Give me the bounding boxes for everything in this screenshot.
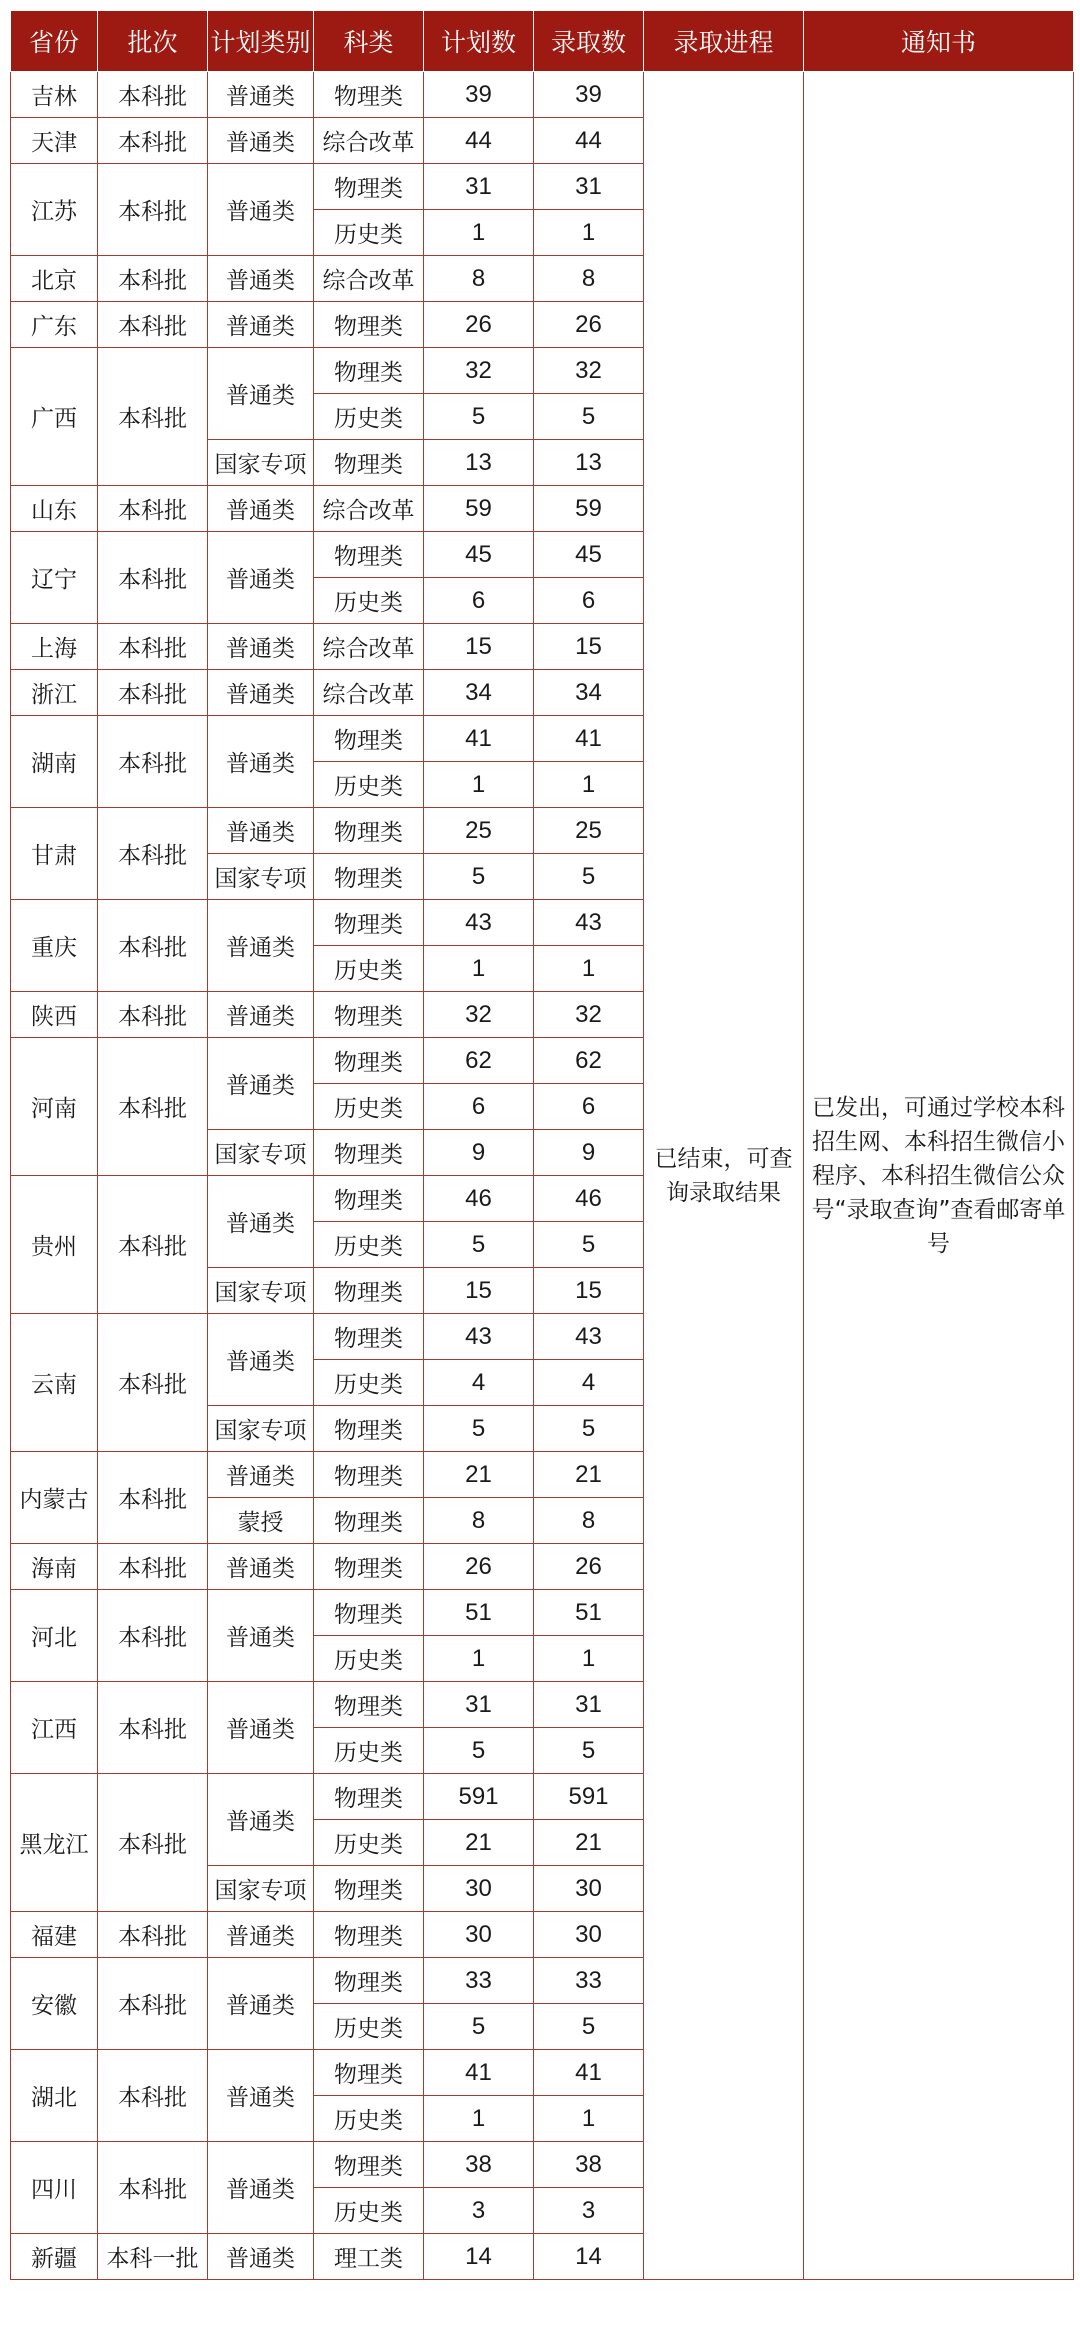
- progress-note: 已结束，可查询录取结果: [644, 72, 804, 2280]
- plan-type-cell: 普通类: [208, 1176, 314, 1268]
- admitted-count-cell: 31: [534, 164, 644, 210]
- admitted-count-cell: 13: [534, 440, 644, 486]
- header-subject: 科类: [314, 11, 424, 72]
- admitted-count-cell: 5: [534, 1222, 644, 1268]
- batch-cell: 本科批: [98, 486, 208, 532]
- plan-count-cell: 31: [424, 164, 534, 210]
- batch-cell: 本科批: [98, 808, 208, 900]
- subject-cell: 物理类: [314, 1866, 424, 1912]
- plan-count-cell: 33: [424, 1958, 534, 2004]
- subject-cell: 物理类: [314, 1268, 424, 1314]
- admitted-count-cell: 3: [534, 2188, 644, 2234]
- subject-cell: 物理类: [314, 440, 424, 486]
- plan-count-cell: 43: [424, 900, 534, 946]
- admitted-count-cell: 14: [534, 2234, 644, 2280]
- admitted-count-cell: 5: [534, 854, 644, 900]
- batch-cell: 本科批: [98, 2050, 208, 2142]
- plan-type-cell: 普通类: [208, 808, 314, 854]
- plan-count-cell: 8: [424, 1498, 534, 1544]
- plan-type-cell: 普通类: [208, 2234, 314, 2280]
- plan-count-cell: 32: [424, 992, 534, 1038]
- plan-count-cell: 21: [424, 1820, 534, 1866]
- subject-cell: 物理类: [314, 992, 424, 1038]
- subject-cell: 物理类: [314, 2142, 424, 2188]
- plan-count-cell: 21: [424, 1452, 534, 1498]
- plan-type-cell: 普通类: [208, 256, 314, 302]
- batch-cell: 本科批: [98, 1314, 208, 1452]
- plan-count-cell: 39: [424, 72, 534, 118]
- plan-count-cell: 1: [424, 762, 534, 808]
- plan-type-cell: 普通类: [208, 348, 314, 440]
- subject-cell: 物理类: [314, 900, 424, 946]
- plan-count-cell: 5: [424, 394, 534, 440]
- plan-count-cell: 41: [424, 2050, 534, 2096]
- province-cell: 安徽: [11, 1958, 98, 2050]
- admitted-count-cell: 43: [534, 900, 644, 946]
- plan-type-cell: 普通类: [208, 1912, 314, 1958]
- plan-count-cell: 6: [424, 1084, 534, 1130]
- batch-cell: 本科批: [98, 348, 208, 486]
- plan-type-cell: 国家专项: [208, 1866, 314, 1912]
- subject-cell: 综合改革: [314, 256, 424, 302]
- province-cell: 湖南: [11, 716, 98, 808]
- admitted-count-cell: 5: [534, 394, 644, 440]
- province-cell: 新疆: [11, 2234, 98, 2280]
- header-admitted-count: 录取数: [534, 11, 644, 72]
- plan-count-cell: 45: [424, 532, 534, 578]
- plan-type-cell: 普通类: [208, 624, 314, 670]
- plan-type-cell: 普通类: [208, 72, 314, 118]
- admitted-count-cell: 6: [534, 1084, 644, 1130]
- province-cell: 四川: [11, 2142, 98, 2234]
- admitted-count-cell: 4: [534, 1360, 644, 1406]
- plan-type-cell: 普通类: [208, 1682, 314, 1774]
- plan-count-cell: 30: [424, 1866, 534, 1912]
- province-cell: 天津: [11, 118, 98, 164]
- plan-type-cell: 国家专项: [208, 1406, 314, 1452]
- plan-type-cell: 普通类: [208, 992, 314, 1038]
- admitted-count-cell: 44: [534, 118, 644, 164]
- admitted-count-cell: 51: [534, 1590, 644, 1636]
- subject-cell: 历史类: [314, 210, 424, 256]
- plan-count-cell: 32: [424, 348, 534, 394]
- plan-count-cell: 34: [424, 670, 534, 716]
- province-cell: 陕西: [11, 992, 98, 1038]
- admitted-count-cell: 32: [534, 348, 644, 394]
- province-cell: 海南: [11, 1544, 98, 1590]
- province-cell: 江苏: [11, 164, 98, 256]
- header-notice: 通知书: [804, 11, 1074, 72]
- subject-cell: 理工类: [314, 2234, 424, 2280]
- province-cell: 河北: [11, 1590, 98, 1682]
- province-cell: 上海: [11, 624, 98, 670]
- plan-type-cell: 普通类: [208, 1452, 314, 1498]
- batch-cell: 本科批: [98, 2142, 208, 2234]
- plan-count-cell: 46: [424, 1176, 534, 1222]
- subject-cell: 物理类: [314, 532, 424, 578]
- plan-count-cell: 5: [424, 854, 534, 900]
- subject-cell: 物理类: [314, 1038, 424, 1084]
- province-cell: 河南: [11, 1038, 98, 1176]
- admitted-count-cell: 33: [534, 1958, 644, 2004]
- plan-type-cell: 普通类: [208, 716, 314, 808]
- plan-count-cell: 15: [424, 1268, 534, 1314]
- plan-count-cell: 14: [424, 2234, 534, 2280]
- province-cell: 江西: [11, 1682, 98, 1774]
- province-cell: 甘肃: [11, 808, 98, 900]
- admitted-count-cell: 46: [534, 1176, 644, 1222]
- admitted-count-cell: 30: [534, 1866, 644, 1912]
- plan-count-cell: 8: [424, 256, 534, 302]
- plan-count-cell: 51: [424, 1590, 534, 1636]
- batch-cell: 本科批: [98, 1176, 208, 1314]
- plan-type-cell: 普通类: [208, 1774, 314, 1866]
- admission-table-wrapper: [10, 10, 1073, 2280]
- subject-cell: 物理类: [314, 1406, 424, 1452]
- plan-count-cell: 26: [424, 302, 534, 348]
- province-cell: 广东: [11, 302, 98, 348]
- plan-type-cell: 普通类: [208, 2142, 314, 2234]
- province-cell: 浙江: [11, 670, 98, 716]
- plan-type-cell: 国家专项: [208, 854, 314, 900]
- province-cell: 广西: [11, 348, 98, 486]
- subject-cell: 物理类: [314, 348, 424, 394]
- plan-count-cell: 62: [424, 1038, 534, 1084]
- subject-cell: 物理类: [314, 1590, 424, 1636]
- admitted-count-cell: 21: [534, 1820, 644, 1866]
- plan-count-cell: 5: [424, 1728, 534, 1774]
- admitted-count-cell: 41: [534, 2050, 644, 2096]
- batch-cell: 本科一批: [98, 2234, 208, 2280]
- plan-type-cell: 普通类: [208, 1958, 314, 2050]
- subject-cell: 历史类: [314, 394, 424, 440]
- province-cell: 贵州: [11, 1176, 98, 1314]
- province-cell: 重庆: [11, 900, 98, 992]
- header-plan-count: 计划数: [424, 11, 534, 72]
- table-body: [11, 72, 1074, 2280]
- plan-type-cell: 普通类: [208, 532, 314, 624]
- plan-count-cell: 591: [424, 1774, 534, 1820]
- plan-count-cell: 1: [424, 2096, 534, 2142]
- admitted-count-cell: 21: [534, 1452, 644, 1498]
- province-cell: 湖北: [11, 2050, 98, 2142]
- plan-count-cell: 44: [424, 118, 534, 164]
- plan-count-cell: 3: [424, 2188, 534, 2234]
- subject-cell: 综合改革: [314, 624, 424, 670]
- plan-count-cell: 1: [424, 1636, 534, 1682]
- admitted-count-cell: 34: [534, 670, 644, 716]
- province-cell: 北京: [11, 256, 98, 302]
- plan-count-cell: 25: [424, 808, 534, 854]
- table-header-row: [11, 11, 1074, 72]
- admitted-count-cell: 5: [534, 2004, 644, 2050]
- admitted-count-cell: 59: [534, 486, 644, 532]
- plan-type-cell: 国家专项: [208, 1130, 314, 1176]
- subject-cell: 物理类: [314, 1682, 424, 1728]
- admitted-count-cell: 8: [534, 256, 644, 302]
- batch-cell: 本科批: [98, 532, 208, 624]
- plan-count-cell: 5: [424, 1222, 534, 1268]
- plan-count-cell: 1: [424, 946, 534, 992]
- province-cell: 黑龙江: [11, 1774, 98, 1912]
- admitted-count-cell: 43: [534, 1314, 644, 1360]
- header-province: 省份: [11, 11, 98, 72]
- admitted-count-cell: 1: [534, 2096, 644, 2142]
- admitted-count-cell: 41: [534, 716, 644, 762]
- batch-cell: 本科批: [98, 72, 208, 118]
- subject-cell: 历史类: [314, 2188, 424, 2234]
- batch-cell: 本科批: [98, 302, 208, 348]
- plan-count-cell: 59: [424, 486, 534, 532]
- admitted-count-cell: 39: [534, 72, 644, 118]
- plan-count-cell: 31: [424, 1682, 534, 1728]
- admitted-count-cell: 5: [534, 1728, 644, 1774]
- batch-cell: 本科批: [98, 992, 208, 1038]
- plan-type-cell: 普通类: [208, 1590, 314, 1682]
- plan-count-cell: 15: [424, 624, 534, 670]
- province-cell: 山东: [11, 486, 98, 532]
- batch-cell: 本科批: [98, 670, 208, 716]
- notice-note: 已发出，可通过学校本科招生网、本科招生微信小程序、本科招生微信公众号“录取查询”查看邮寄单号: [804, 72, 1074, 2280]
- admitted-count-cell: 45: [534, 532, 644, 578]
- plan-type-cell: 普通类: [208, 900, 314, 992]
- batch-cell: 本科批: [98, 1958, 208, 2050]
- batch-cell: 本科批: [98, 900, 208, 992]
- subject-cell: 物理类: [314, 854, 424, 900]
- admitted-count-cell: 8: [534, 1498, 644, 1544]
- plan-count-cell: 41: [424, 716, 534, 762]
- batch-cell: 本科批: [98, 1544, 208, 1590]
- subject-cell: 物理类: [314, 302, 424, 348]
- province-cell: 内蒙古: [11, 1452, 98, 1544]
- admitted-count-cell: 26: [534, 302, 644, 348]
- plan-type-cell: 普通类: [208, 1544, 314, 1590]
- admitted-count-cell: 25: [534, 808, 644, 854]
- admitted-count-cell: 9: [534, 1130, 644, 1176]
- plan-count-cell: 26: [424, 1544, 534, 1590]
- batch-cell: 本科批: [98, 256, 208, 302]
- batch-cell: 本科批: [98, 1590, 208, 1682]
- subject-cell: 历史类: [314, 1222, 424, 1268]
- subject-cell: 历史类: [314, 1360, 424, 1406]
- subject-cell: 历史类: [314, 578, 424, 624]
- plan-type-cell: 国家专项: [208, 440, 314, 486]
- plan-type-cell: 普通类: [208, 670, 314, 716]
- plan-count-cell: 6: [424, 578, 534, 624]
- plan-type-cell: 普通类: [208, 1314, 314, 1406]
- plan-count-cell: 13: [424, 440, 534, 486]
- subject-cell: 物理类: [314, 1314, 424, 1360]
- province-cell: 福建: [11, 1912, 98, 1958]
- plan-count-cell: 1: [424, 210, 534, 256]
- plan-count-cell: 5: [424, 2004, 534, 2050]
- admitted-count-cell: 30: [534, 1912, 644, 1958]
- admitted-count-cell: 591: [534, 1774, 644, 1820]
- plan-type-cell: 普通类: [208, 164, 314, 256]
- subject-cell: 物理类: [314, 1130, 424, 1176]
- subject-cell: 物理类: [314, 1958, 424, 2004]
- subject-cell: 历史类: [314, 1820, 424, 1866]
- admitted-count-cell: 38: [534, 2142, 644, 2188]
- province-cell: 辽宁: [11, 532, 98, 624]
- plan-count-cell: 38: [424, 2142, 534, 2188]
- batch-cell: 本科批: [98, 118, 208, 164]
- subject-cell: 物理类: [314, 1912, 424, 1958]
- admitted-count-cell: 1: [534, 762, 644, 808]
- admitted-count-cell: 32: [534, 992, 644, 1038]
- subject-cell: 物理类: [314, 72, 424, 118]
- subject-cell: 综合改革: [314, 118, 424, 164]
- subject-cell: 历史类: [314, 2004, 424, 2050]
- subject-cell: 历史类: [314, 2096, 424, 2142]
- batch-cell: 本科批: [98, 716, 208, 808]
- admitted-count-cell: 1: [534, 946, 644, 992]
- subject-cell: 物理类: [314, 716, 424, 762]
- admitted-count-cell: 15: [534, 624, 644, 670]
- batch-cell: 本科批: [98, 1774, 208, 1912]
- batch-cell: 本科批: [98, 1038, 208, 1176]
- subject-cell: 历史类: [314, 1728, 424, 1774]
- admitted-count-cell: 62: [534, 1038, 644, 1084]
- subject-cell: 历史类: [314, 946, 424, 992]
- subject-cell: 历史类: [314, 762, 424, 808]
- plan-count-cell: 30: [424, 1912, 534, 1958]
- subject-cell: 历史类: [314, 1636, 424, 1682]
- subject-cell: 综合改革: [314, 486, 424, 532]
- plan-type-cell: 普通类: [208, 1038, 314, 1130]
- province-cell: 吉林: [11, 72, 98, 118]
- header-batch: 批次: [98, 11, 208, 72]
- plan-count-cell: 9: [424, 1130, 534, 1176]
- batch-cell: 本科批: [98, 1912, 208, 1958]
- subject-cell: 物理类: [314, 1774, 424, 1820]
- admitted-count-cell: 1: [534, 210, 644, 256]
- batch-cell: 本科批: [98, 1682, 208, 1774]
- admitted-count-cell: 5: [534, 1406, 644, 1452]
- subject-cell: 历史类: [314, 1084, 424, 1130]
- plan-type-cell: 普通类: [208, 302, 314, 348]
- plan-count-cell: 5: [424, 1406, 534, 1452]
- plan-type-cell: 普通类: [208, 2050, 314, 2142]
- subject-cell: 物理类: [314, 1452, 424, 1498]
- table-row: [11, 72, 1074, 118]
- subject-cell: 物理类: [314, 808, 424, 854]
- batch-cell: 本科批: [98, 1452, 208, 1544]
- province-cell: 云南: [11, 1314, 98, 1452]
- admitted-count-cell: 1: [534, 1636, 644, 1682]
- plan-type-cell: 蒙授: [208, 1498, 314, 1544]
- plan-type-cell: 普通类: [208, 486, 314, 532]
- plan-count-cell: 43: [424, 1314, 534, 1360]
- admitted-count-cell: 6: [534, 578, 644, 624]
- subject-cell: 综合改革: [314, 670, 424, 716]
- plan-count-cell: 4: [424, 1360, 534, 1406]
- subject-cell: 物理类: [314, 1498, 424, 1544]
- batch-cell: 本科批: [98, 624, 208, 670]
- plan-type-cell: 普通类: [208, 118, 314, 164]
- subject-cell: 物理类: [314, 1176, 424, 1222]
- header-plan-type: 计划类别: [208, 11, 314, 72]
- admission-table: [10, 10, 1074, 2280]
- header-progress: 录取进程: [644, 11, 804, 72]
- admitted-count-cell: 15: [534, 1268, 644, 1314]
- subject-cell: 物理类: [314, 2050, 424, 2096]
- subject-cell: 物理类: [314, 1544, 424, 1590]
- admitted-count-cell: 26: [534, 1544, 644, 1590]
- plan-type-cell: 国家专项: [208, 1268, 314, 1314]
- subject-cell: 物理类: [314, 164, 424, 210]
- admitted-count-cell: 31: [534, 1682, 644, 1728]
- batch-cell: 本科批: [98, 164, 208, 256]
